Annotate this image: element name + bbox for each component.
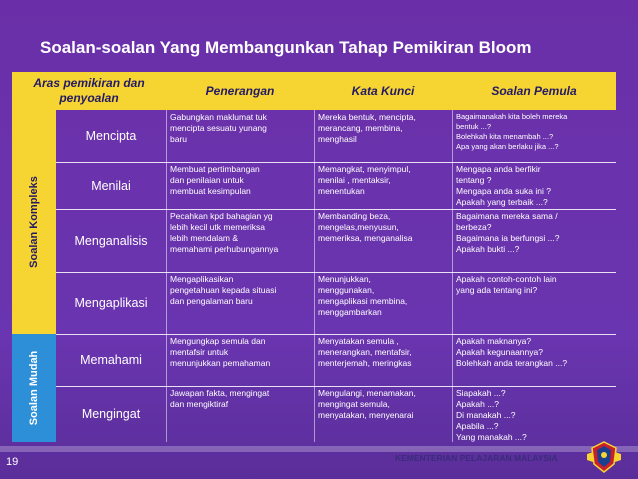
header-kata-kunci: Kata Kunci <box>314 72 452 110</box>
level-label: Memahami <box>80 353 142 367</box>
cell-penerangan: Mengaplikasikan pengetahuan kepada situasi dan pengalaman baru <box>170 274 277 306</box>
footer-bar <box>0 446 638 452</box>
level-label: Menilai <box>91 178 131 193</box>
cell-penerangan: Jawapan fakta, mengingat dan mengiktiraf <box>170 388 270 409</box>
header-penerangan: Penerangan <box>166 72 314 110</box>
cell-soalan-pemula: Bagaimanakah kita boleh mereka bentuk ...? Bolehkah kita menambah ...? Apa yang akan berlaku jika ...? <box>456 112 568 151</box>
side-label-mudah-text: Soalan Mudah <box>28 350 40 426</box>
cell-kata-kunci: Mengulangi, menamakan, mengingat semula, menyatakan, menyenarai <box>318 388 416 420</box>
footer-ministry: KEMENTERIAN PELAJARAN MALAYSIA <box>395 453 558 463</box>
cell-kata-kunci: Membanding beza, mengelas,menyusun, memeriksa, menganalisa <box>318 211 413 243</box>
cell-kata-kunci: Menunjukkan, menggunakan, mengaplikasi membina, menggambarkan <box>318 274 408 317</box>
level-label: Mengingat <box>81 407 141 421</box>
cell-soalan-pemula: Apakah contoh-contoh lain yang ada tentang ini? <box>456 274 557 295</box>
side-label-kompleks <box>12 110 56 334</box>
cell-penerangan: Membuat pertimbangan dan penilaian untuk membuat kesimpulan <box>170 164 260 196</box>
coat-of-arms-icon <box>584 440 624 474</box>
cell-kata-kunci: Mereka bentuk, mencipta, merancang, membina, menghasil <box>318 112 416 144</box>
slide-title: Soalan-soalan Yang Membangunkan Tahap Pemikiran Bloom <box>40 38 532 57</box>
cell-kata-kunci: Menyatakan semula , menerangkan, mentafsir, menterjemah, meringkas <box>318 336 412 368</box>
header-soalan-pemula: Soalan Pemula <box>452 72 616 110</box>
side-label-kompleks-text: Soalan Kompleks <box>28 176 40 268</box>
cell-penerangan: Mengungkap semula dan mentafsir untuk menunjukkan pemahaman <box>170 336 271 368</box>
level-label: Mencipta <box>85 129 137 143</box>
level-label: Mengaplikasi <box>74 296 148 310</box>
level-label: Menganalisis <box>74 233 148 248</box>
header-aras: Aras pemikiran dan penyoalan <box>12 72 166 110</box>
cell-soalan-pemula: Mengapa anda berfikir tentang ? Mengapa anda suka ini ? Apakah yang terbaik ...? <box>456 164 551 207</box>
cell-soalan-pemula: Bagaimana mereka sama / berbeza? Bagaimana ia berfungsi ...? Apakah bukti ...? <box>456 211 560 254</box>
cell-penerangan: Pecahkan kpd bahagian yg lebih kecil utk memeriksa lebih mendalam & memahami perhubungannya <box>170 211 279 254</box>
cell-soalan-pemula: Apakah maknanya? Apakah kegunaannya? Bolehkah anda terangkan ...? <box>456 336 568 368</box>
cell-penerangan: Gabungkan maklumat tuk mencipta sesuatu yunang baru <box>170 112 267 144</box>
side-label-mudah <box>12 334 56 442</box>
cell-soalan-pemula: Siapakah ...? Apakah ...? Di manakah ...? Apabila ...? Yang manakah ...? <box>456 388 527 442</box>
page-number: 19 <box>6 456 19 468</box>
bloom-table <box>12 72 616 442</box>
cell-kata-kunci: Memangkat, menyimpul, menilai , mentaksir, menentukan <box>318 164 411 196</box>
